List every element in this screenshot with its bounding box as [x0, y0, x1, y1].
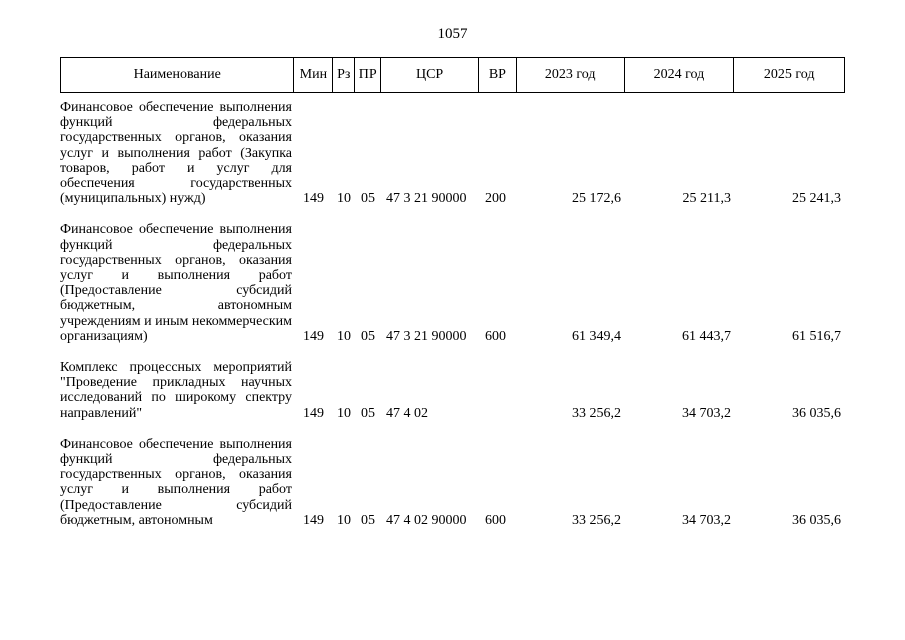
header-2023: 2023 год	[517, 58, 625, 92]
row-2024: 25 211,3	[682, 191, 731, 207]
table-row	[60, 100, 845, 206]
row-name: Финансовое обеспечение выполнения функций федеральных государственных органов, оказания услуг и выполнения работ (Закупка товаров, работ и услуг для обеспечения государственных (муниципальных) нужд)	[60, 100, 292, 207]
header-pr: ПР	[355, 58, 381, 92]
table-header	[60, 57, 845, 93]
row-2025: 25 241,3	[792, 191, 841, 207]
header-2025: 2025 год	[763, 67, 815, 82]
row-name: Финансовое обеспечение выполнения функций федеральных государственных органов, оказания услуг и выполнения работ (Предоставление субсидий бюджетным, автономным учреждениям и иным некоммерческим организациям)	[60, 222, 292, 344]
row-csr: 47 3 21 90000	[386, 191, 467, 207]
row-name: Комплекс процессных мероприятий "Проведение прикладных научных исследований по широкому спектру направлений"	[60, 360, 292, 421]
header-vr: ВР	[479, 58, 517, 92]
table-body	[60, 100, 845, 544]
table-row	[60, 360, 845, 421]
row-vr: 200	[485, 191, 506, 207]
row-2025: 36 035,6	[792, 512, 841, 528]
row-pr: 05	[361, 405, 375, 421]
row-2023: 33 256,2	[572, 405, 621, 421]
table-row	[60, 222, 845, 344]
row-csr: 47 4 02	[386, 405, 428, 421]
row-csr: 47 3 21 90000	[386, 328, 467, 344]
row-min: 149	[303, 191, 324, 207]
row-2023: 33 256,2	[572, 512, 621, 528]
row-pr: 05	[361, 512, 375, 528]
row-rz: 10	[337, 512, 351, 528]
header-name: Наименование	[61, 58, 294, 92]
row-min: 149	[303, 328, 324, 344]
row-2024: 34 703,2	[682, 512, 731, 528]
header-min: Мин	[294, 58, 333, 92]
row-rz: 10	[337, 328, 351, 344]
row-name: Финансовое обеспечение выполнения функций федеральных государственных органов, оказания услуг и выполнения работ (Предоставление субсидий бюджетным, автономным	[60, 436, 292, 528]
row-2025: 36 035,6	[792, 405, 841, 421]
row-min: 149	[303, 512, 324, 528]
row-min: 149	[303, 405, 324, 421]
row-rz: 10	[337, 405, 351, 421]
table-row	[60, 437, 845, 528]
row-vr: 600	[485, 512, 506, 528]
row-vr	[479, 360, 517, 421]
row-2024: 34 703,2	[682, 405, 731, 421]
row-2025: 61 516,7	[792, 328, 841, 344]
row-2023: 61 349,4	[572, 328, 621, 344]
row-pr: 05	[361, 191, 375, 207]
row-2024: 61 443,7	[682, 328, 731, 344]
row-pr: 05	[361, 328, 375, 344]
row-csr: 47 4 02 90000	[386, 512, 467, 528]
row-vr: 600	[485, 328, 506, 344]
header-2024: 2024 год	[625, 58, 735, 92]
row-rz: 10	[337, 191, 351, 207]
page-number: 1057	[437, 26, 468, 42]
header-csr: ЦСР	[381, 58, 479, 92]
header-rz: Рз	[333, 58, 355, 92]
row-2023: 25 172,6	[572, 191, 621, 207]
